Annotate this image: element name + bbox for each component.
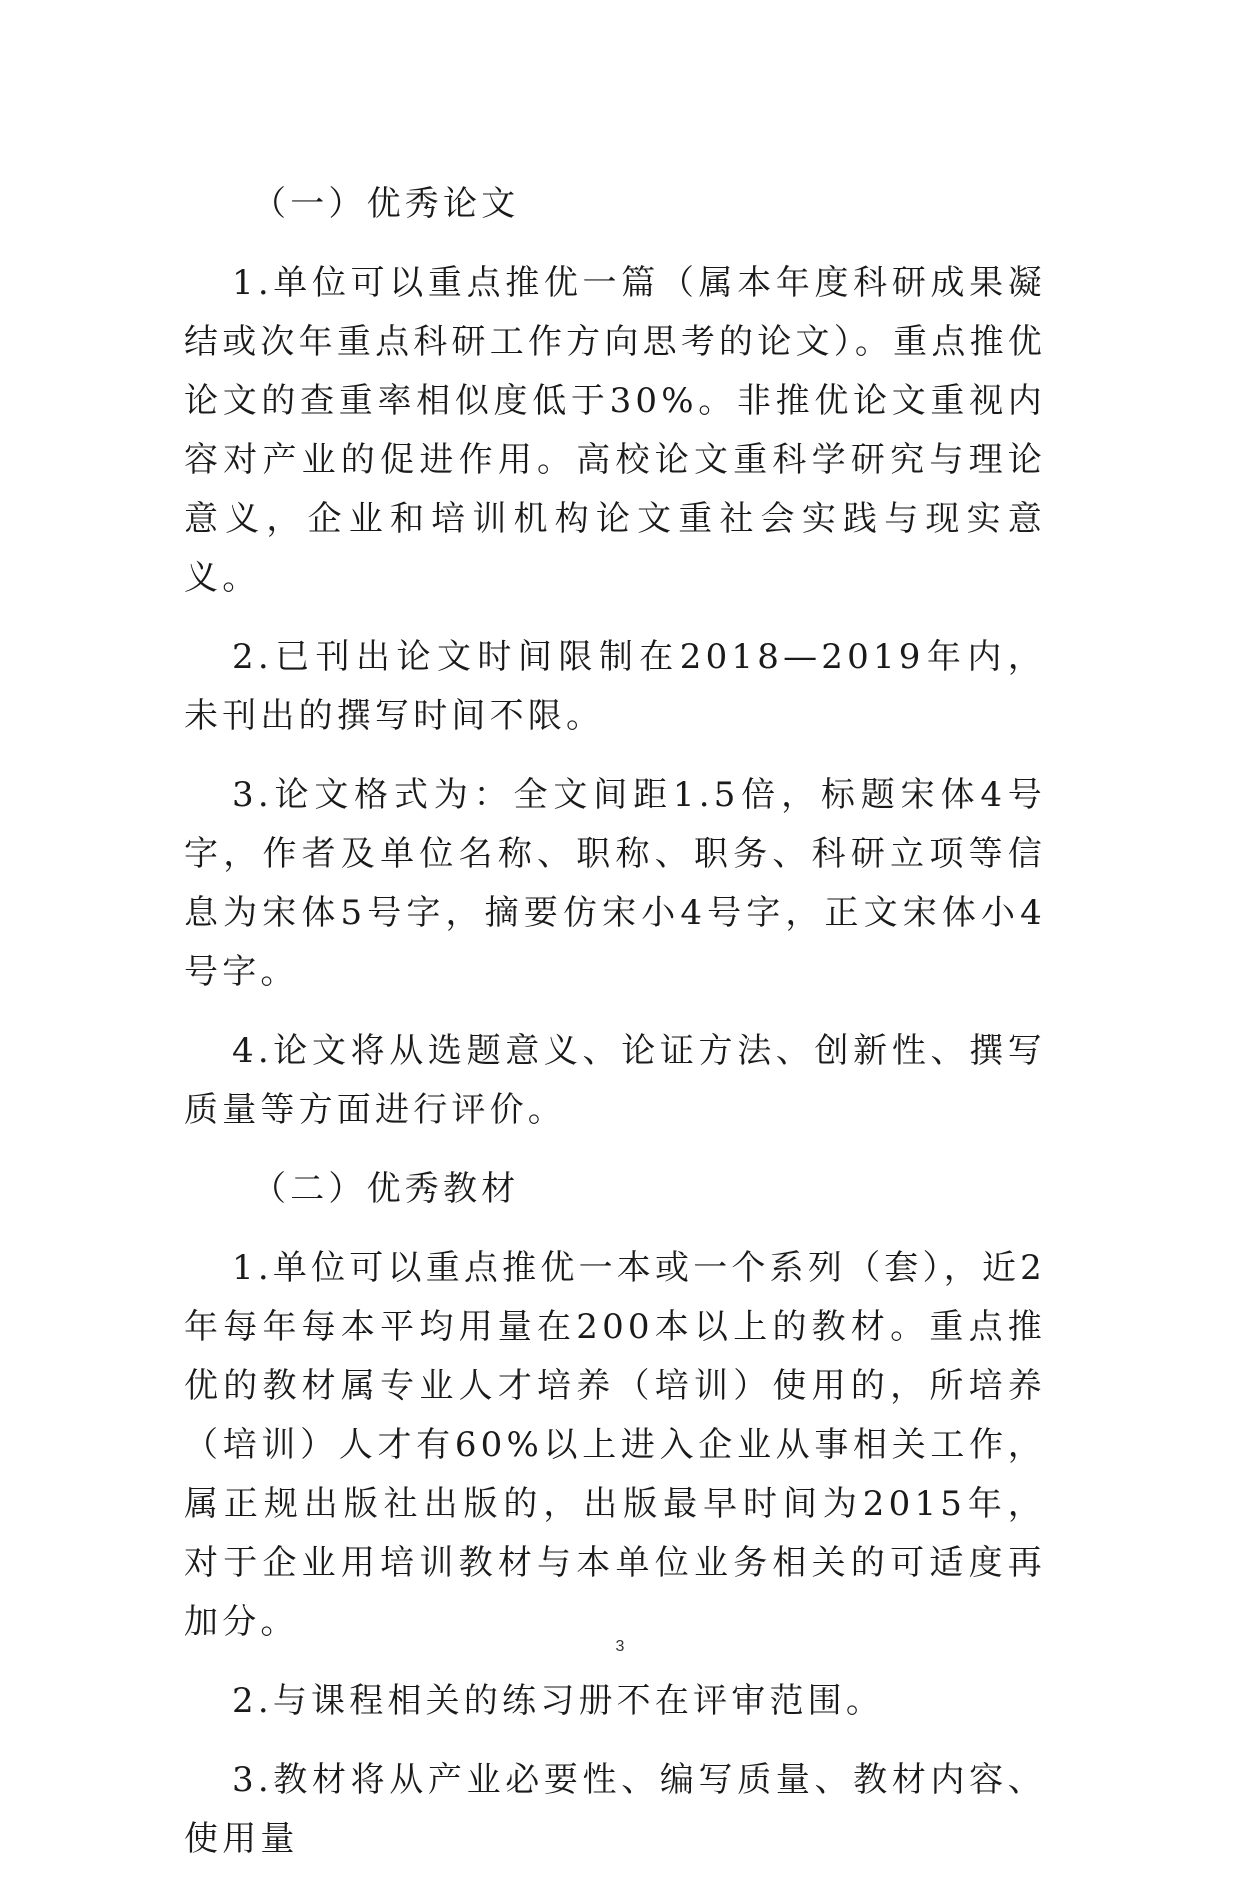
- paper-rule-2: 2.已刊出论文时间限制在2018—2019年内，未刊出的撰写时间不限。: [184, 637, 1046, 736]
- textbook-rule-2: 2.与课程相关的练习册不在评审范围。: [232, 1681, 885, 1721]
- document-body: [184, 175, 1046, 1889]
- section-heading-excellent-papers: （一）优秀论文: [252, 184, 520, 224]
- section-heading-excellent-textbooks: （二）优秀教材: [252, 1169, 520, 1209]
- paper-rule-3: 3.论文格式为：全文间距1.5倍，标题宋体4号字，作者及单位名称、职称、职务、科研立项等信息为宋体5号字，摘要仿宋小4号字，正文宋体小4号字。: [184, 775, 1046, 992]
- textbook-rule-3: 3.教材将从产业必要性、编写质量、教材内容、使用量: [184, 1760, 1046, 1859]
- paper-rule-4: 4.论文将从选题意义、论证方法、创新性、撰写质量等方面进行评价。: [184, 1031, 1046, 1130]
- paper-rule-1: 1.单位可以重点推优一篇（属本年度科研成果凝结或次年重点科研工作方向思考的论文）。重点推优论文的查重率相似度低于30%。非推优论文重视内容对产业的促进作用。高校论文重科学研究与理论意义，企业和培训机构论文重社会实践与现实意义。: [184, 263, 1046, 598]
- textbook-rule-1: 1.单位可以重点推优一本或一个系列（套），近2年每年每本平均用量在200本以上的教材。重点推优的教材属专业人才培养（培训）使用的，所培养（培训）人才有60%以上进入企业从事相关工作，属正规出版社出版的，出版最早时间为2015年，对于企业用培训教材与本单位业务相关的可适度再加分。: [184, 1248, 1046, 1642]
- page-number: 3: [615, 1638, 625, 1655]
